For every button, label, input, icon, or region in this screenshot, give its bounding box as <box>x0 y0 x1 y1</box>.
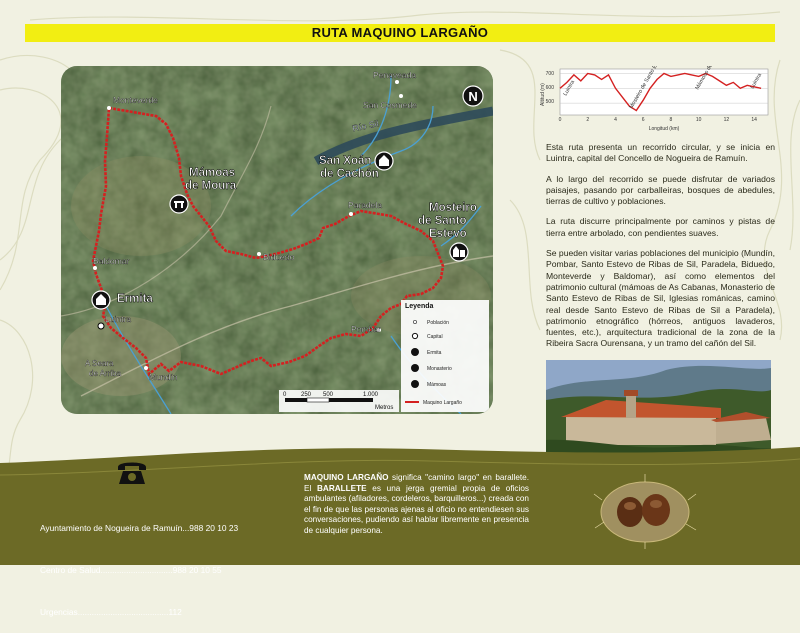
contact-centro-salud: Centro de Salud...............................988 20 10 55 <box>40 565 222 575</box>
profile-xtick: 4 <box>614 117 617 123</box>
map-legend <box>401 300 489 412</box>
profile-ylabel: Altitud (m) <box>540 83 546 106</box>
label-penaveada: Penaveada <box>373 70 417 80</box>
profile-xtick: 10 <box>695 117 702 123</box>
legend-item-poblacion: Población <box>427 320 449 326</box>
label-a-seara: A Seara de Arriba <box>85 359 122 378</box>
scale-tick-1000: 1.000 <box>363 392 379 398</box>
profile-ytick-700: 700 <box>545 71 554 77</box>
barallete-info: MAQUINO LARGAÑO significa "camino largo" en barallete. El BARALLETE es una jerga gremial propia de oficios ambulantes (afiladores, cordeleros, barquilleros...) creada con el fin de que las personas ajenas al oficio no entendiesen sus conversaciones, pudiendo así hablar libremente en presencia de cualquier persona. <box>304 473 530 535</box>
north-arrow-icon <box>463 86 483 106</box>
term-barallete: BARALLETE <box>317 483 367 493</box>
label-pombar: Pombar <box>351 324 381 334</box>
elevation-profile <box>538 66 778 134</box>
phone-icon <box>115 457 149 487</box>
scale-tick-0: 0 <box>283 392 287 398</box>
label-biduedo: Biduedo <box>263 252 295 262</box>
label-baldomar: Baldomar <box>93 256 130 266</box>
contact-urgencias: Urgencias.......................................112 <box>40 607 182 617</box>
scale-unit: Metros <box>375 405 394 411</box>
chapel-icon-san-xoan <box>375 152 393 170</box>
label-san-cosmede: San Cosmede <box>363 100 417 110</box>
legend-item-capital: Capital <box>427 334 443 340</box>
label-mosteiro: Mosteiro de Santo Estevo <box>418 202 477 240</box>
profile-ytick-500: 500 <box>545 99 554 105</box>
profile-xtick: 14 <box>751 117 757 123</box>
profile-xtick: 12 <box>723 117 730 123</box>
svg-text:Leyenda: Leyenda <box>405 303 434 310</box>
term-maquino-largano: MAQUINO LARGAÑO <box>304 473 389 482</box>
label-luintra: Luintra <box>105 314 131 324</box>
route-description <box>546 142 775 359</box>
svg-text:N: N <box>468 89 478 104</box>
label-mundin: Mundín <box>149 372 178 382</box>
legend-item-monasterio: Monasterio <box>427 366 452 372</box>
chapel-icon <box>92 291 110 309</box>
label-ermita: Ermita <box>117 293 153 305</box>
profile-xlabel: Longitud (km) <box>648 126 680 132</box>
contact-list <box>40 493 238 633</box>
route-map[interactable] <box>61 66 493 414</box>
scale-tick-250: 250 <box>301 392 312 398</box>
profile-xtick: 2 <box>586 117 590 123</box>
monastery-icon <box>450 243 468 261</box>
monastery-photo <box>546 360 771 456</box>
profile-ytick-600: 600 <box>545 85 554 91</box>
label-san-xoan: San Xoán de Cachón <box>319 155 379 180</box>
description-paragraph: La ruta discurre principalmente por caminos y pistas de tierra entre arbolado, con pendientes suaves. <box>546 216 775 238</box>
profile-xtick: 6 <box>641 117 645 123</box>
label-paradela: Paradela <box>348 200 383 210</box>
description-paragraph: Se pueden visitar varias poblaciones del municipio (Mundín, Pombar, Santo Estevo de Ribas de Sil, Paradela, Biduedo, Monteverde y Baldomar), así como elementos del patrimonio cultural (mámoas de As Cabanas, Monasterio de Santo Estevo de Ribas de Sil, Iglesias románicas, camino real desde Santo Estevo de Ribas de Sil a Paradela), patrimonio etnográfico (hórreos, antiguos lavaderos, fuentes, etc.), arquitectura tradicional de la zona de la Ribeira Sacra Ourensana, y un tramo del cañón del Sil. <box>546 248 775 349</box>
description-paragraph: A lo largo del recorrido se puede disfrutar de variados paisajes, pasando por carballeiras, bosques de abedules, tierras de cultivo y poblaciones. <box>546 173 775 207</box>
label-rio-sil: Río Sil <box>351 118 380 134</box>
dolmen-icon <box>170 195 188 213</box>
profile-marker-end: Luintra <box>749 72 764 90</box>
legend-item-ermita: Ermita <box>427 350 442 356</box>
description-paragraph: Esta ruta presenta un recorrido circular, y se inicia en Luintra, capital del Concello de Nogueira de Ramuín. <box>546 142 775 164</box>
contact-ayuntamiento: Ayuntamiento de Nogueira de Ramuín...988 20 10 23 <box>40 523 239 533</box>
profile-xtick: 0 <box>558 117 562 123</box>
label-monteverde: Monteverde <box>113 95 158 105</box>
scale-tick-500: 500 <box>323 392 334 398</box>
profile-xtick: 8 <box>669 117 673 123</box>
label-mamoas: Mámoas de Moura <box>185 167 237 192</box>
legend-item-mamoas: Mámoas <box>427 382 447 388</box>
legend-item-route: Maquino Largaño <box>423 400 462 406</box>
profile-marker-start: Luintra <box>562 79 577 97</box>
chestnut-image <box>590 470 700 550</box>
page-title: RUTA MAQUINO LARGAÑO <box>25 24 775 42</box>
scale-bar <box>279 390 399 412</box>
